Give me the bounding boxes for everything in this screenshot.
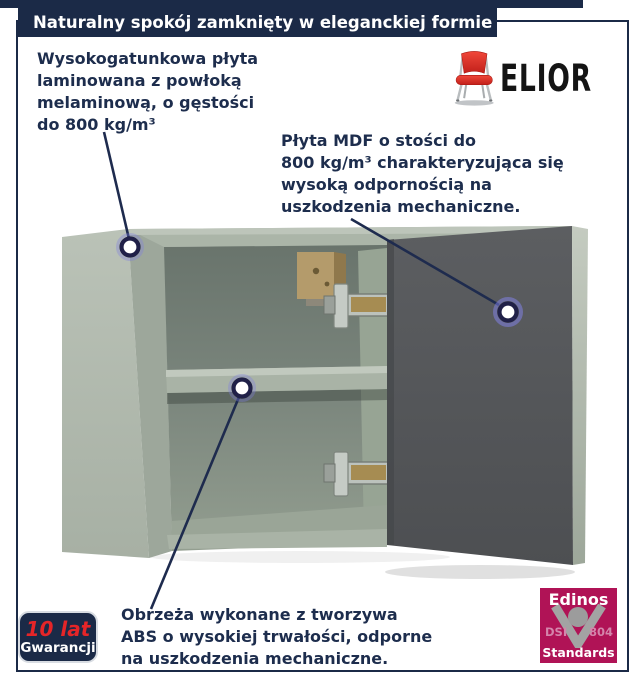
- door-edge-band: [572, 226, 588, 565]
- warranty-label: Gwarancji: [20, 640, 96, 656]
- door-left-edge: [387, 239, 394, 545]
- warranty-badge: [18, 611, 98, 663]
- banner-title: Naturalny spokój zamknięty w eleganckiej formie: [33, 13, 493, 32]
- callout-mdf: [281, 130, 564, 218]
- cabinet-shadow: [150, 551, 450, 563]
- callout-laminate-line: laminowana z powłoką: [37, 71, 242, 90]
- callout-abs-line: Obrzeża wykonane z tworzywa: [121, 605, 398, 624]
- warranty-years: 10 lat: [25, 617, 91, 641]
- brand-logo: [450, 36, 628, 120]
- callout-line-laminate: [104, 132, 129, 239]
- callout-mdf-line: uszkodzenia mechaniczne.: [281, 197, 521, 216]
- edinos-standards: Standards: [542, 645, 615, 660]
- cabinet-door: [387, 226, 573, 565]
- callout-mdf-line: wysoką odpornością na: [281, 175, 492, 194]
- callout-abs: [121, 604, 432, 670]
- callout-mdf-line: 800 kg/m³ charakteryzująca się: [281, 153, 564, 172]
- edinos-dsi: DSI: [545, 625, 568, 639]
- callout-laminate-line: do 800 kg/m³: [37, 115, 156, 134]
- edinos-badge: [540, 588, 617, 663]
- marker-shelf: [230, 376, 255, 401]
- callout-laminate: [37, 48, 258, 136]
- marker-door: [495, 299, 521, 325]
- brand-name: ELIOR: [500, 56, 593, 100]
- edinos-title: Edinos: [548, 590, 609, 609]
- callout-laminate-line: melaminową, o gęstości: [37, 93, 255, 112]
- edinos-804: 804: [588, 625, 613, 639]
- door-shadow: [385, 565, 575, 579]
- callout-abs-line: na uszkodzenia mechaniczne.: [121, 649, 389, 668]
- red-chair-icon: [450, 36, 498, 120]
- marker-left-panel: [118, 235, 143, 260]
- callout-abs-line: ABS o wysokiej trwałości, odporne: [121, 627, 433, 646]
- callout-mdf-line: Płyta MDF o stości do: [281, 131, 477, 150]
- callout-laminate-line: Wysokogatunkowa płyta: [37, 49, 259, 68]
